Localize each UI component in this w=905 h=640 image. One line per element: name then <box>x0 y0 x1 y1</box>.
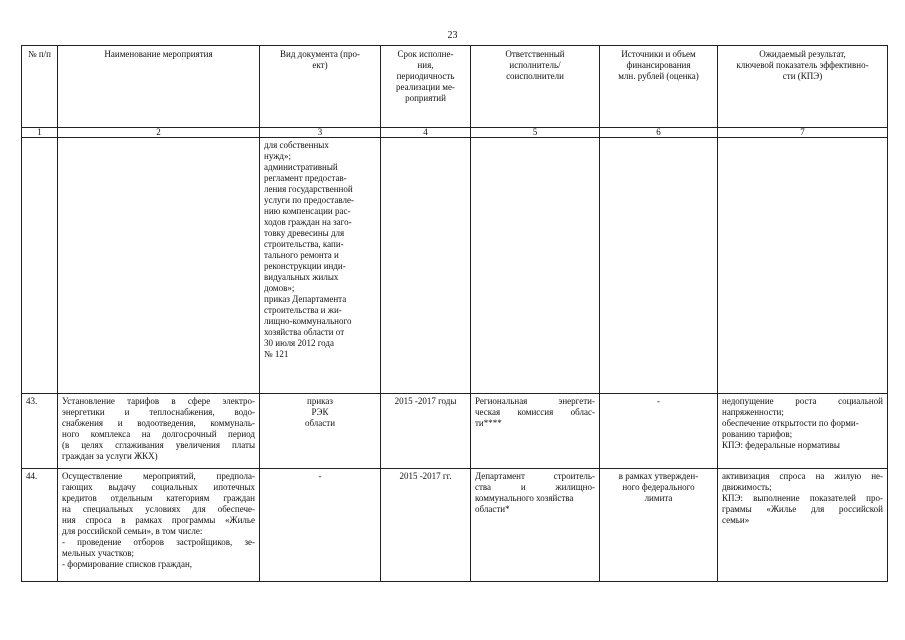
document-type <box>260 394 381 469</box>
cell-text-line: - формирование списков граждан, <box>62 559 193 569</box>
cell-text-line: граммы «Жилье для российской <box>722 504 883 514</box>
cell-text-line: нужд»; <box>264 151 291 161</box>
cell-text-line: домов»; <box>264 283 295 293</box>
document-type <box>260 138 381 394</box>
cell-text-line: ления государственной <box>264 184 353 194</box>
header-cell: Вид документа (про- ект) <box>260 46 381 128</box>
cell-text-line: лищно-коммунального <box>264 316 352 326</box>
cell-text-line: движимость; <box>722 482 772 492</box>
cell-text-line: хозяйства области от <box>264 327 345 337</box>
executor <box>471 469 600 582</box>
cell-text-line: реконструкции инди- <box>264 261 346 271</box>
header-cell: Срок исполне- ния, периодичность реализации ме- роприятий <box>381 46 471 128</box>
header-row <box>22 46 888 128</box>
deadline <box>381 138 471 394</box>
cell-text-line: 30 июля 2012 года <box>264 338 334 348</box>
cell-text-line: тального ремонта и <box>264 250 339 260</box>
cell-text-line: лимита <box>644 493 673 503</box>
cell-text-line: области <box>304 418 336 428</box>
cell-text-line: Осуществление мероприятий, предпола- <box>62 471 255 481</box>
cell-text-line: для собственных <box>264 140 329 150</box>
deadline: 2015 -2017 гг. <box>381 469 471 582</box>
header-cell: Ответственный исполнитель/ соисполнители <box>471 46 600 128</box>
cell-text-line: Установление тарифов в сфере электро- <box>62 396 255 406</box>
measure-name <box>58 469 260 582</box>
column-number: 1 <box>22 128 58 138</box>
column-number: 7 <box>718 128 888 138</box>
cell-text-line: товку древесины для <box>264 228 345 238</box>
cell-text-line: - <box>657 396 660 406</box>
cell-text-line: гающих выдачу социальных ипотечных <box>62 482 255 492</box>
measure-name <box>58 138 260 394</box>
cell-text-line: семьи» <box>722 515 750 525</box>
column-number-row <box>22 128 888 138</box>
column-number: 4 <box>381 128 471 138</box>
cell-text-line: приказ <box>307 396 333 406</box>
cell-text-line: нию компенсации рас- <box>264 206 351 216</box>
cell-text-line: ного федерального <box>622 482 695 492</box>
cell-text-line: в рамках утвержден- <box>618 471 699 481</box>
document-type <box>260 469 381 582</box>
cell-text-line: кредитов отдельным категориям граждан <box>62 493 255 503</box>
cell-text-line: приказ Департамента <box>264 294 347 304</box>
deadline: 2015 -2017 годы <box>381 394 471 469</box>
measures-table <box>21 45 888 582</box>
page-number: 23 <box>447 30 458 41</box>
row-number: 43. <box>22 394 58 469</box>
cell-text-line: КПЭ: федеральные нормативы <box>722 440 840 450</box>
cell-text-line: обеспечение открытости по форми- <box>722 418 859 428</box>
column-number: 5 <box>471 128 600 138</box>
row-number <box>22 138 58 394</box>
financing <box>600 138 718 394</box>
row-number: 44. <box>22 469 58 582</box>
cell-text-line: административный <box>264 162 338 172</box>
cell-text-line: на специальных условиях для обеспече- <box>62 504 255 514</box>
cell-text-line: напряженности; <box>722 407 784 417</box>
column-number: 3 <box>260 128 381 138</box>
header-cell: Источники и объем финансирования млн. рублей (оценка) <box>600 46 718 128</box>
cell-text-line: ства и жилищно- <box>475 482 595 492</box>
cell-text-line: мельных участков; <box>62 548 135 558</box>
cell-text-line: строительства и жи- <box>264 305 342 315</box>
column-number: 2 <box>58 128 260 138</box>
cell-text-line: ния спроса в рамках программы «Жилье <box>62 515 255 525</box>
cell-text-line: регламент предостав- <box>264 173 347 183</box>
cell-text-line: КПЭ: выполнение показателей про- <box>722 493 883 503</box>
cell-text-line: РЭК <box>311 407 329 417</box>
cell-text-line: недопущение роста социальной <box>722 396 883 406</box>
column-number: 6 <box>600 128 718 138</box>
cell-text-line: - <box>318 471 322 481</box>
cell-text-line: рованию тарифов; <box>722 429 793 439</box>
table-row <box>22 469 888 582</box>
expected-result <box>718 394 888 469</box>
cell-text-line: коммунального хозяйства <box>475 493 574 503</box>
cell-text-line: видуальных жилых <box>264 272 339 282</box>
cell-text-line: услуги по предоставле- <box>264 195 354 205</box>
cell-text-line: энергетики и теплоснабжения, водо- <box>62 407 255 417</box>
cell-text-line: - проведение отборов застройщиков, зе- <box>62 537 255 547</box>
header-cell: Наименование мероприятия <box>58 46 260 128</box>
table-row <box>22 138 888 394</box>
cell-text-line: (в целях сглаживания увеличения платы <box>62 440 255 450</box>
cell-text-line: граждан за услуги ЖКХ) <box>62 451 158 461</box>
cell-text-line: строительства, капи- <box>264 239 344 249</box>
cell-text-line: № 121 <box>264 349 289 359</box>
executor <box>471 394 600 469</box>
cell-text-line: Региональная энергети- <box>475 396 595 406</box>
cell-text-line: ного комплекса на долгосрочный период <box>62 429 255 439</box>
cell-text-line: активизация спроса на жилую не- <box>722 471 883 481</box>
cell-text-line: ти**** <box>475 418 502 428</box>
financing <box>600 469 718 582</box>
expected-result <box>718 469 888 582</box>
header-cell: Ожидаемый результат, ключевой показатель эффективно- сти (КПЭ) <box>718 46 888 128</box>
cell-text-line: области* <box>475 504 510 514</box>
expected-result <box>718 138 888 394</box>
cell-text-line: для российской семьи», в том числе: <box>62 526 203 536</box>
measure-name <box>58 394 260 469</box>
executor <box>471 138 600 394</box>
cell-text-line: снабжения и водоотведения, коммуналь- <box>62 418 255 428</box>
cell-text-line: ходов граждан на заго- <box>264 217 352 227</box>
financing <box>600 394 718 469</box>
table-row <box>22 394 888 469</box>
header-cell: № п/п <box>22 46 58 128</box>
cell-text-line: ческая комиссия облас- <box>475 407 595 417</box>
cell-text-line: Департамент строитель- <box>475 471 595 481</box>
